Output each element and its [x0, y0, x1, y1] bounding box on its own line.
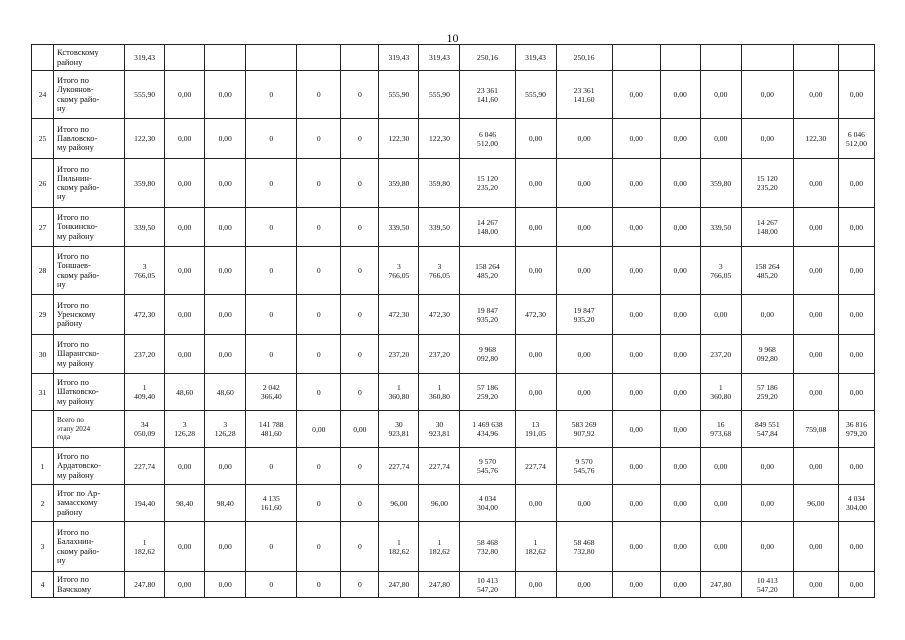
value-cell: 194,40	[125, 485, 165, 522]
value-cell: 0,00	[205, 295, 246, 335]
value-cell: 0,00	[612, 448, 660, 485]
district-name: Итог по Ар- замасскому району	[54, 485, 125, 522]
value-cell: 0,00	[660, 374, 700, 411]
table-row	[32, 295, 875, 335]
value-cell	[741, 45, 793, 71]
value-cell: 0,00	[700, 448, 741, 485]
value-cell: 237,20	[700, 335, 741, 374]
data-table	[31, 44, 875, 598]
value-cell: 4 034 304,00	[460, 485, 515, 522]
value-cell: 0,00	[556, 159, 612, 208]
value-cell: 0,00	[612, 208, 660, 247]
table-row	[32, 572, 875, 598]
table-row	[32, 71, 875, 119]
value-cell: 0,00	[660, 295, 700, 335]
value-cell: 0,00	[205, 448, 246, 485]
value-cell: 583 269 907,92	[556, 411, 612, 448]
value-cell: 0,00	[660, 572, 700, 598]
value-cell: 0,00	[793, 522, 838, 572]
value-cell: 319,43	[379, 45, 419, 71]
row-number: 2	[32, 485, 54, 522]
value-cell: 48,60	[165, 374, 205, 411]
value-cell: 16 973,68	[700, 411, 741, 448]
value-cell: 0,00	[205, 119, 246, 159]
value-cell: 0,00	[556, 247, 612, 295]
value-cell: 319,43	[125, 45, 165, 71]
row-number: 26	[32, 159, 54, 208]
table-row	[32, 208, 875, 247]
value-cell: 96,00	[419, 485, 460, 522]
value-cell: 0,00	[838, 448, 874, 485]
value-cell: 9 570 545,76	[556, 448, 612, 485]
value-cell: 0,00	[612, 71, 660, 119]
value-cell: 339,50	[125, 208, 165, 247]
row-number: 31	[32, 374, 54, 411]
value-cell: 0,00	[741, 485, 793, 522]
value-cell: 555,90	[419, 71, 460, 119]
value-cell: 0,00	[660, 159, 700, 208]
value-cell: 0	[246, 335, 297, 374]
value-cell: 0	[246, 159, 297, 208]
value-cell: 0,00	[515, 208, 556, 247]
value-cell: 0,00	[700, 71, 741, 119]
value-cell: 0,00	[205, 335, 246, 374]
value-cell: 0	[341, 572, 379, 598]
value-cell: 227,74	[515, 448, 556, 485]
value-cell: 13 191,05	[515, 411, 556, 448]
value-cell: 9 570 545,76	[460, 448, 515, 485]
value-cell: 0,00	[660, 522, 700, 572]
value-cell: 0,00	[741, 71, 793, 119]
value-cell: 0,00	[556, 208, 612, 247]
district-name: Итого по Тонкинско- му району	[54, 208, 125, 247]
value-cell: 158 264 485,20	[460, 247, 515, 295]
value-cell: 0	[246, 247, 297, 295]
value-cell: 0,00	[165, 159, 205, 208]
district-name: Итого по Лукоянов- скому райо- ну	[54, 71, 125, 119]
value-cell: 0,00	[793, 159, 838, 208]
value-cell: 0,00	[556, 374, 612, 411]
value-cell: 0,00	[741, 295, 793, 335]
row-number: 24	[32, 71, 54, 119]
value-cell: 0	[246, 572, 297, 598]
value-cell: 0	[297, 448, 341, 485]
value-cell: 0,00	[741, 119, 793, 159]
value-cell: 0,00	[556, 335, 612, 374]
value-cell: 237,20	[419, 335, 460, 374]
row-number: 29	[32, 295, 54, 335]
value-cell: 0	[246, 71, 297, 119]
value-cell: 0,00	[612, 247, 660, 295]
value-cell: 0	[341, 522, 379, 572]
value-cell: 359,80	[419, 159, 460, 208]
value-cell: 472,30	[379, 295, 419, 335]
value-cell: 122,30	[419, 119, 460, 159]
district-name: Итого по Шарангско- му району	[54, 335, 125, 374]
value-cell: 57 186 259,20	[741, 374, 793, 411]
value-cell: 0,00	[660, 208, 700, 247]
value-cell: 0,00	[793, 247, 838, 295]
value-cell: 0,00	[700, 485, 741, 522]
district-name: Кстовскому району	[54, 45, 125, 71]
value-cell: 34 050,09	[125, 411, 165, 448]
value-cell: 0,00	[793, 448, 838, 485]
value-cell: 0,00	[838, 159, 874, 208]
value-cell: 1 182,62	[419, 522, 460, 572]
value-cell: 0,00	[297, 411, 341, 448]
value-cell: 0,00	[660, 448, 700, 485]
value-cell: 0,00	[165, 335, 205, 374]
value-cell: 0	[297, 485, 341, 522]
value-cell: 1 409,40	[125, 374, 165, 411]
value-cell: 0,00	[793, 374, 838, 411]
value-cell: 359,80	[125, 159, 165, 208]
value-cell: 0,00	[612, 335, 660, 374]
district-name: Итого по Пильнин- скому райо- ну	[54, 159, 125, 208]
value-cell: 0	[297, 335, 341, 374]
value-cell: 0	[297, 572, 341, 598]
value-cell: 141 788 481,60	[246, 411, 297, 448]
value-cell: 23 361 141,60	[556, 71, 612, 119]
value-cell: 555,90	[125, 71, 165, 119]
district-name: Итого по Павловско- му району	[54, 119, 125, 159]
value-cell: 0,00	[556, 485, 612, 522]
value-cell: 0,00	[660, 411, 700, 448]
value-cell: 0	[341, 448, 379, 485]
value-cell: 0,00	[612, 522, 660, 572]
value-cell: 0,00	[205, 208, 246, 247]
value-cell: 96,00	[379, 485, 419, 522]
value-cell: 0	[297, 119, 341, 159]
value-cell: 0,00	[515, 335, 556, 374]
value-cell: 0	[297, 295, 341, 335]
value-cell: 58 468 732,80	[556, 522, 612, 572]
value-cell: 122,30	[793, 119, 838, 159]
value-cell: 759,08	[793, 411, 838, 448]
value-cell	[700, 45, 741, 71]
value-cell: 0,00	[515, 374, 556, 411]
value-cell: 339,50	[379, 208, 419, 247]
value-cell: 0,00	[838, 71, 874, 119]
value-cell: 23 361 141,60	[460, 71, 515, 119]
value-cell: 57 186 259,20	[460, 374, 515, 411]
value-cell: 0,00	[165, 522, 205, 572]
value-cell	[246, 45, 297, 71]
value-cell: 0,00	[165, 247, 205, 295]
value-cell: 96,00	[793, 485, 838, 522]
value-cell: 0,00	[660, 119, 700, 159]
value-cell: 4 135 161,60	[246, 485, 297, 522]
table-row	[32, 374, 875, 411]
value-cell: 0,00	[165, 448, 205, 485]
value-cell	[297, 45, 341, 71]
district-name: Итого по Шатковско- му району	[54, 374, 125, 411]
value-cell: 227,74	[379, 448, 419, 485]
row-number	[32, 45, 54, 71]
value-cell: 19 847 935,20	[556, 295, 612, 335]
value-cell: 472,30	[419, 295, 460, 335]
value-cell	[838, 45, 874, 71]
value-cell: 3 766,05	[700, 247, 741, 295]
page-number: 10	[446, 31, 459, 45]
table-row	[32, 119, 875, 159]
value-cell: 359,80	[379, 159, 419, 208]
value-cell: 0	[341, 119, 379, 159]
row-number	[32, 411, 54, 448]
value-cell: 0,00	[165, 71, 205, 119]
value-cell: 1 182,62	[125, 522, 165, 572]
value-cell: 555,90	[515, 71, 556, 119]
value-cell: 237,20	[125, 335, 165, 374]
value-cell: 0,00	[515, 119, 556, 159]
value-cell: 0	[297, 247, 341, 295]
table-row	[32, 485, 875, 522]
value-cell: 247,80	[419, 572, 460, 598]
row-number: 1	[32, 448, 54, 485]
value-cell: 98,40	[165, 485, 205, 522]
value-cell: 0	[341, 485, 379, 522]
value-cell: 0,00	[341, 411, 379, 448]
value-cell: 3 766,05	[125, 247, 165, 295]
value-cell: 3 126,28	[165, 411, 205, 448]
value-cell: 9 968 092,80	[741, 335, 793, 374]
value-cell	[793, 45, 838, 71]
value-cell: 1 469 638 434,96	[460, 411, 515, 448]
value-cell: 0,00	[838, 335, 874, 374]
table-row	[32, 448, 875, 485]
value-cell: 6 046 512,00	[838, 119, 874, 159]
value-cell: 247,80	[700, 572, 741, 598]
value-cell: 10 413 547,20	[460, 572, 515, 598]
value-cell: 0,00	[556, 572, 612, 598]
value-cell: 0	[246, 295, 297, 335]
value-cell: 15 120 235,20	[741, 159, 793, 208]
value-cell: 0,00	[700, 119, 741, 159]
value-cell: 3 766,05	[379, 247, 419, 295]
value-cell	[660, 45, 700, 71]
table-row	[32, 522, 875, 572]
value-cell: 247,80	[125, 572, 165, 598]
value-cell: 0,00	[205, 247, 246, 295]
value-cell: 339,50	[700, 208, 741, 247]
value-cell: 0,00	[793, 295, 838, 335]
value-cell: 2 042 366,40	[246, 374, 297, 411]
value-cell: 359,80	[700, 159, 741, 208]
value-cell: 36 816 979,20	[838, 411, 874, 448]
value-cell: 555,90	[379, 71, 419, 119]
value-cell: 319,43	[515, 45, 556, 71]
value-cell: 1 360,80	[379, 374, 419, 411]
value-cell: 0,00	[793, 335, 838, 374]
value-cell: 0,00	[612, 374, 660, 411]
value-cell: 0	[297, 208, 341, 247]
value-cell: 339,50	[419, 208, 460, 247]
value-cell: 0,00	[205, 572, 246, 598]
table-row	[32, 45, 875, 71]
value-cell: 472,30	[515, 295, 556, 335]
value-cell: 0,00	[793, 572, 838, 598]
value-cell: 0,00	[205, 522, 246, 572]
value-cell: 0,00	[741, 448, 793, 485]
value-cell: 0	[341, 208, 379, 247]
value-cell: 0	[246, 119, 297, 159]
row-number: 28	[32, 247, 54, 295]
value-cell: 10 413 547,20	[741, 572, 793, 598]
value-cell: 0,00	[515, 159, 556, 208]
table-row	[32, 247, 875, 295]
value-cell: 15 120 235,20	[460, 159, 515, 208]
row-number: 4	[32, 572, 54, 598]
value-cell: 0	[297, 374, 341, 411]
district-name: Итого по Уренскому району	[54, 295, 125, 335]
district-name: Итого по Балахнин- скому райо- ну	[54, 522, 125, 572]
value-cell: 1 360,80	[700, 374, 741, 411]
value-cell	[165, 45, 205, 71]
value-cell: 0,00	[660, 71, 700, 119]
value-cell: 122,30	[125, 119, 165, 159]
value-cell: 0	[246, 522, 297, 572]
value-cell: 0,00	[165, 295, 205, 335]
value-cell: 227,74	[419, 448, 460, 485]
value-cell: 0,00	[205, 71, 246, 119]
value-cell: 0,00	[165, 208, 205, 247]
row-number: 27	[32, 208, 54, 247]
value-cell: 0,00	[612, 295, 660, 335]
value-cell	[341, 45, 379, 71]
value-cell: 30 923,81	[379, 411, 419, 448]
value-cell: 0	[341, 71, 379, 119]
value-cell: 1 182,62	[515, 522, 556, 572]
value-cell: 6 046 512,00	[460, 119, 515, 159]
value-cell: 0,00	[612, 572, 660, 598]
value-cell: 98,40	[205, 485, 246, 522]
value-cell: 0,00	[165, 119, 205, 159]
value-cell: 0,00	[556, 119, 612, 159]
value-cell: 3 126,28	[205, 411, 246, 448]
value-cell: 4 034 304,00	[838, 485, 874, 522]
value-cell: 0,00	[838, 208, 874, 247]
district-name: Итого по Ардатовско- му району	[54, 448, 125, 485]
value-cell: 1 360,80	[419, 374, 460, 411]
value-cell: 250,16	[460, 45, 515, 71]
value-cell: 158 264 485,20	[741, 247, 793, 295]
value-cell: 3 766,05	[419, 247, 460, 295]
value-cell: 0	[341, 159, 379, 208]
value-cell: 1 182,62	[379, 522, 419, 572]
value-cell: 122,30	[379, 119, 419, 159]
value-cell: 58 468 732,80	[460, 522, 515, 572]
value-cell: 227,74	[125, 448, 165, 485]
value-cell: 48,60	[205, 374, 246, 411]
table-row	[32, 335, 875, 374]
value-cell	[205, 45, 246, 71]
value-cell: 0,00	[205, 159, 246, 208]
value-cell: 0,00	[793, 71, 838, 119]
table-row	[32, 159, 875, 208]
value-cell: 0,00	[515, 572, 556, 598]
value-cell: 0,00	[612, 485, 660, 522]
district-name: Итого по Вачскому	[54, 572, 125, 598]
value-cell: 0,00	[612, 159, 660, 208]
value-cell: 0	[341, 335, 379, 374]
value-cell: 14 267 148,00	[741, 208, 793, 247]
value-cell: 19 847 935,20	[460, 295, 515, 335]
value-cell: 9 968 092,80	[460, 335, 515, 374]
value-cell	[612, 45, 660, 71]
value-cell: 0	[341, 374, 379, 411]
district-name: Итого по Тоншаев- скому райо- ну	[54, 247, 125, 295]
row-number: 25	[32, 119, 54, 159]
value-cell: 0	[246, 448, 297, 485]
value-cell: 0	[341, 247, 379, 295]
value-cell: 0,00	[700, 522, 741, 572]
value-cell: 0,00	[838, 572, 874, 598]
value-cell: 14 267 148,00	[460, 208, 515, 247]
row-number: 30	[32, 335, 54, 374]
table-row	[32, 411, 875, 448]
value-cell: 0,00	[612, 119, 660, 159]
value-cell: 237,20	[379, 335, 419, 374]
value-cell: 849 551 547,84	[741, 411, 793, 448]
value-cell: 0,00	[838, 247, 874, 295]
row-number: 3	[32, 522, 54, 572]
value-cell: 0,00	[838, 295, 874, 335]
value-cell: 250,16	[556, 45, 612, 71]
value-cell: 0	[297, 522, 341, 572]
value-cell: 247,80	[379, 572, 419, 598]
value-cell: 0,00	[741, 522, 793, 572]
district-name: Всего по этапу 2024 года	[54, 411, 125, 448]
value-cell: 472,30	[125, 295, 165, 335]
value-cell: 0,00	[793, 208, 838, 247]
value-cell: 0	[297, 159, 341, 208]
value-cell: 319,43	[419, 45, 460, 71]
value-cell: 0,00	[165, 572, 205, 598]
value-cell: 0,00	[515, 485, 556, 522]
value-cell: 0,00	[612, 411, 660, 448]
value-cell: 0,00	[700, 295, 741, 335]
value-cell: 0	[341, 295, 379, 335]
value-cell: 0	[246, 208, 297, 247]
value-cell: 0,00	[838, 374, 874, 411]
value-cell: 0,00	[660, 247, 700, 295]
value-cell: 0,00	[515, 247, 556, 295]
value-cell: 0,00	[660, 485, 700, 522]
value-cell: 30 923,81	[419, 411, 460, 448]
value-cell: 0,00	[660, 335, 700, 374]
value-cell: 0,00	[838, 522, 874, 572]
value-cell: 0	[297, 71, 341, 119]
